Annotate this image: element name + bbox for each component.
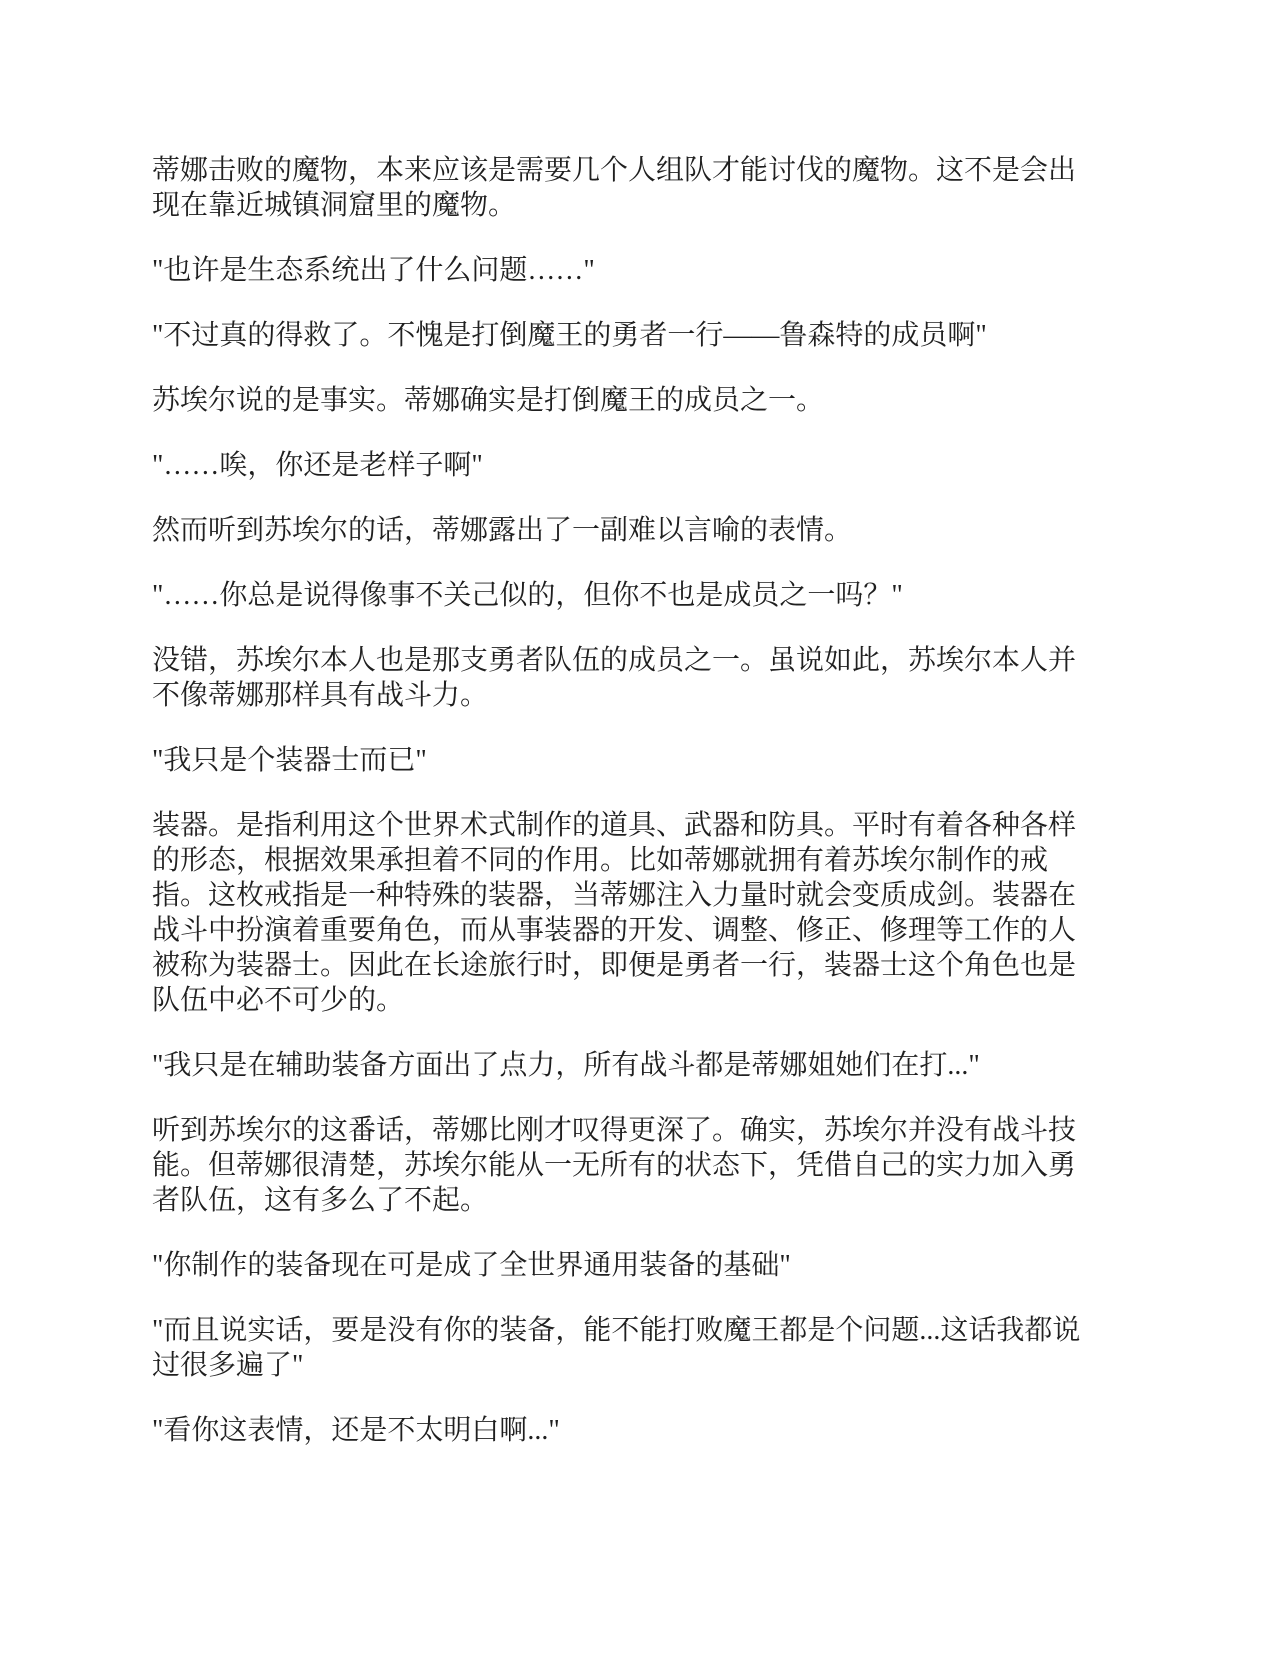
document-page [152,153,1090,1448]
paragraph: "我只是在辅助装备方面出了点力，所有战斗都是蒂娜姐她们在打..." [152,1050,980,1081]
paragraph: "也许是生态系统出了什么问题……" [152,255,595,286]
paragraph: 然而听到苏埃尔的话，蒂娜露出了一副难以言喻的表情。 [152,515,853,546]
paragraph: 装器。是指利用这个世界术式制作的道具、武器和防具。平时有着各种各样的形态，根据效果承担着不同的作用。比如蒂娜就拥有着苏埃尔制作的戒指。这枚戒指是一种特殊的装器，当蒂娜注入力量时就会变质成剑。装器在战斗中扮演着重要角色，而从事装器的开发、调整、修正、修理等工作的人被称为装器士。因此在长途旅行时，即便是勇者一行，装器士这个角色也是队伍中必不可少的。 [152,810,1077,1016]
paragraph: "不过真的得救了。不愧是打倒魔王的勇者一行——鲁森特的成员啊" [152,320,987,351]
paragraph: "你制作的装备现在可是成了全世界通用装备的基础" [152,1250,791,1281]
paragraph: 没错，苏埃尔本人也是那支勇者队伍的成员之一。虽说如此，苏埃尔本人并不像蒂娜那样具有战斗力。 [152,645,1077,711]
paragraph: "我只是个装器士而已" [152,745,427,776]
paragraph: "看你这表情，还是不太明白啊..." [152,1415,560,1446]
paragraph: 听到苏埃尔的这番话，蒂娜比刚才叹得更深了。确实，苏埃尔并没有战斗技能。但蒂娜很清楚，苏埃尔能从一无所有的状态下，凭借自己的实力加入勇者队伍，这有多么了不起。 [152,1115,1077,1216]
paragraph: 苏埃尔说的是事实。蒂娜确实是打倒魔王的成员之一。 [152,385,825,416]
paragraph: "……唉，你还是老样子啊" [152,450,483,481]
paragraph: 蒂娜击败的魔物，本来应该是需要几个人组队才能讨伐的魔物。这不是会出现在靠近城镇洞窟里的魔物。 [152,155,1077,221]
paragraph: "而且说实话，要是没有你的装备，能不能打败魔王都是个问题...这话我都说过很多遍了" [152,1315,1081,1381]
paragraph: "……你总是说得像事不关己似的，但你不也是成员之一吗？" [152,580,903,611]
